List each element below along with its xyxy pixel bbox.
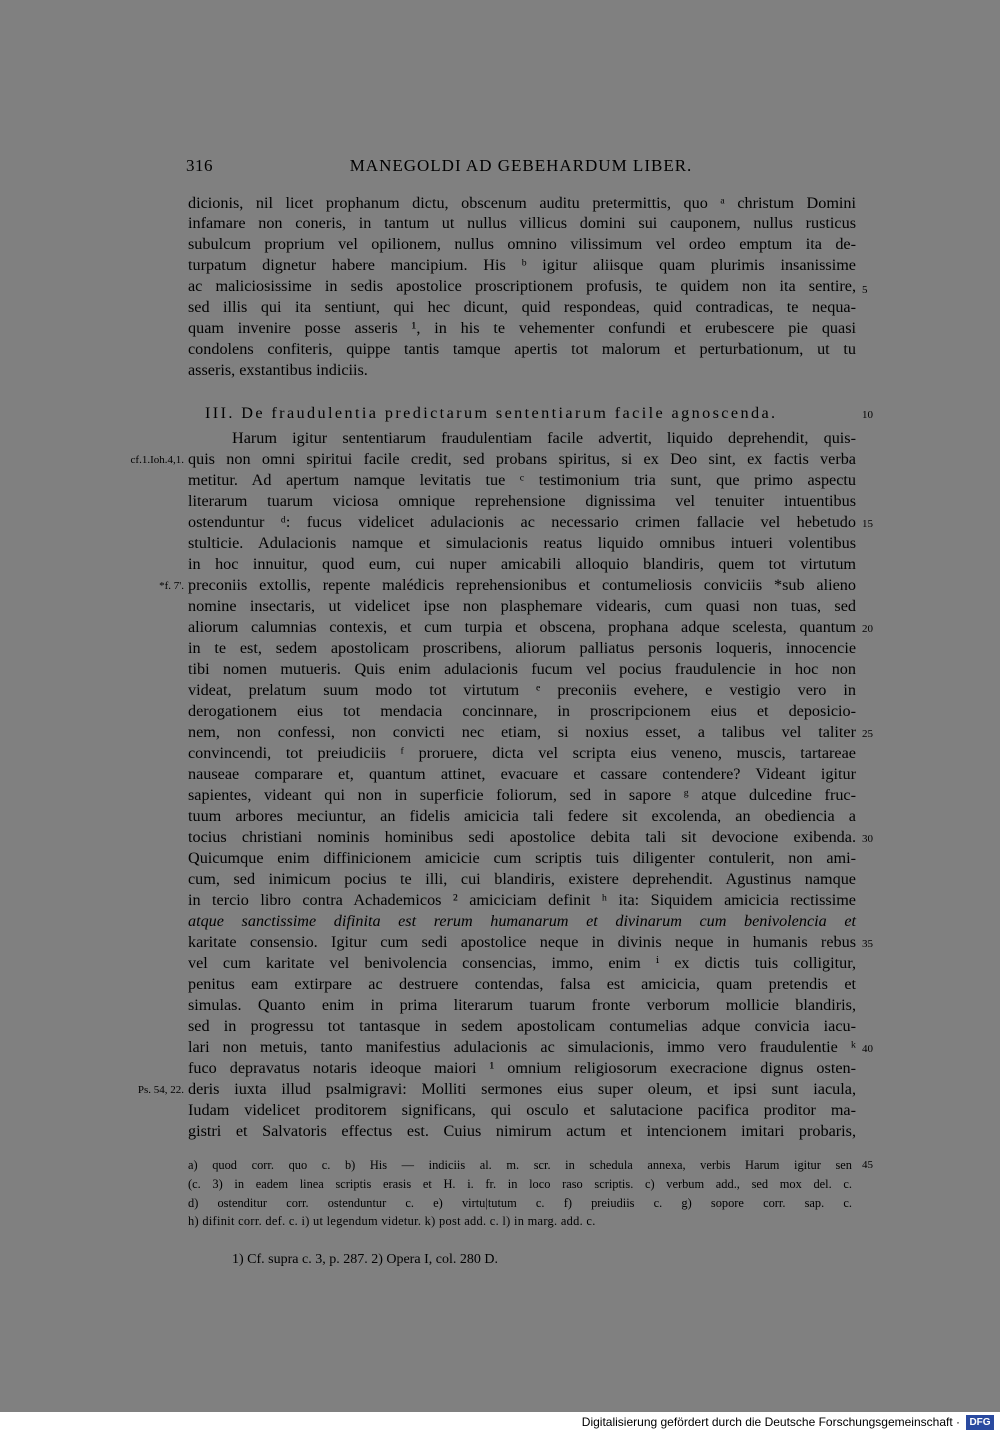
line-number: 25 <box>862 728 873 740</box>
text-line: fuco depravatus notaris ideoque maiori ¹ omnium religiosorum execracione dignus osten- <box>188 1059 856 1077</box>
text-line: Iudam videlicet proditorem significans, qui osculo et salutacione pacifica proditor ma- <box>188 1101 856 1119</box>
text-line: atque sanctissime difinita est rerum humanarum et divinarum cum benivolencia et <box>188 912 856 930</box>
text-line: gistri et Salvatoris effectus est. Cuius nimirum actum et intencionem imitari probaris, <box>188 1122 856 1140</box>
text-line: infamare non coneris, in tantum ut nullus villicus domini sui cauponem, nullus rusticus <box>188 214 856 232</box>
text-line: dicionis, nil licet prophanum dictu, obscenum auditu pretermittis, quo ᵃ christum Domini <box>188 194 856 212</box>
text-line: metitur. Ad apertum namque levitatis tue ᶜ testimonium tria sunt, que primo aspectu <box>188 471 856 489</box>
text-line: nem, non confessi, non convicti nec etiam, si noxius esset, a talibus vel taliter <box>188 723 856 741</box>
text-line: condolens confiteris, quippe tantis tamque apertis tot malorum et perturbationum, ut tu <box>188 340 856 358</box>
page-number: 316 <box>186 156 213 175</box>
text-line: ostenduntur ᵈ: fucus videlicet adulacionis ac necessario crimen fallacie vel hebetudo <box>188 513 856 531</box>
footnote-line: h) difinit corr. def. c. i) ut legendum videtur. k) post add. c. l) in marg. add. c. <box>188 1214 596 1228</box>
text-line: turpatum dignetur habere mancipium. His ᵇ igitur aliisque quam plurimis insanissime <box>188 256 856 274</box>
text-line: convincendi, tot preiudiciis ᶠ proruere, dicta vel scripta eius veneno, muscis, tartareae <box>188 744 856 762</box>
line-number: 10 <box>862 409 873 421</box>
dfg-footer-bar <box>0 1412 1000 1434</box>
text-line: Quicumque enim diffinicionem amicicie cum scriptis tuis diligenter contulerit, non ami- <box>188 849 856 867</box>
line-number: 40 <box>862 1043 873 1055</box>
footnote-line: a) quod corr. quo c. b) His — indiciis al. m. scr. in schedula annexa, verbis Harum igitur sen <box>188 1158 852 1172</box>
text-line: deris iuxta illud psalmigravi: Molliti sermones eius super oleum, et ipsi sunt iacula, <box>188 1080 856 1098</box>
text-line: sed illis qui ita sentiunt, qui hec dicunt, quid respondeas, quid contradicas, te nequa- <box>188 298 856 316</box>
text-line: cum, sed inimicum pocius te illi, cui blandiris, existere deprehendit. Agustinus namque <box>188 870 856 888</box>
section-heading: III. De fraudulentia predictarum sententiarum facile agnoscenda. <box>205 404 778 422</box>
text-line: derogationem eius tot mendacia concinnare, in proscripcionem eius et deposicio- <box>188 702 856 720</box>
dfg-footer-text: Digitalisierung gefördert durch die Deutsche Forschungsgemeinschaft · <box>581 1415 960 1429</box>
text-line: lari non metuis, tanto manifestius adulacionis ac simulacionis, immo vero fraudulentie ᵏ <box>188 1038 856 1056</box>
margin-reference: *f. 7'. <box>159 580 184 592</box>
text-line: in te est, sedem apostolicam proscribens, aliorum palliatus personis loqueris, innocencie <box>188 639 856 657</box>
text-line: in tercio libro contra Achademicos ² amiciciam definit ʰ ita: Siquidem amicicia rectissime <box>188 891 856 909</box>
text-line: quis non omni spiritui facile credit, sed probans spiritus, si ex Deo sint, ex factis verba <box>188 450 856 468</box>
line-number: 30 <box>862 833 873 845</box>
text-line: stulticie. Adulacionis namque et simulacionis reatus liquido omnibus intueri volentibus <box>188 534 856 552</box>
text-line: in hoc innuitur, quod eum, cui nuper amicabili alloquio blandiris, quem tot virtutum <box>188 555 856 573</box>
text-line: quam invenire posse asseris ¹, in his te vehementer confundi et erubescere pie quasi <box>188 319 856 337</box>
page-header <box>186 156 856 178</box>
text-line: preconiis extollis, repente malédicis reprehensionibus et contumeliosis conviciis *sub alieno <box>188 576 856 594</box>
footnote-line: d) ostenditur corr. ostenduntur c. e) virtu|tutum c. f) preiudiis c. g) sopore corr. sap. c. <box>188 1196 852 1210</box>
text-line: asseris, exstantibus indiciis. <box>188 361 368 379</box>
text-line: tocius christiani nominis hominibus sedi apostolice debita tali sit devocione exibenda. <box>188 828 856 846</box>
text-line: karitate consensio. Igitur cum sedi apostolice neque in divinis neque in humanis rebus <box>188 933 856 951</box>
source-notes: 1) Cf. supra c. 3, p. 287. 2) Opera I, col. 280 D. <box>232 1252 498 1267</box>
text-line: nomine insectaris, ut videlicet ipse non plasphemare videaris, cum quasi non tuas, sed <box>188 597 856 615</box>
text-line: tuum arbores meciuntur, an fidelis amicicia tali federe sit excolenda, an obediencia a <box>188 807 856 825</box>
text-line: ac maliciosissime in sedis apostolice proscriptionem profusis, te quidem non ita sentire, <box>188 277 856 295</box>
dfg-logo: DFG <box>966 1415 994 1430</box>
text-line: Harum igitur sententiarum fraudulentiam facile advertit, liquido deprehendit, quis- <box>232 429 856 447</box>
line-number: 45 <box>862 1159 873 1171</box>
text-line: sapientes, videant qui non in superficie foliorum, sed in sapore ᵍ atque dulcedine fruc- <box>188 786 856 804</box>
line-number: 20 <box>862 623 873 635</box>
text-line: videat, prelatum suum modo tot virtutum ᵉ preconiis evehere, e vestigio vero in <box>188 681 856 699</box>
text-line: tibi nomen mutueris. Quis enim adulacionis fucum vel pocius fraudulencie in hoc non <box>188 660 856 678</box>
running-head: MANEGOLDI AD GEBEHARDUM LIBER. <box>349 156 693 175</box>
text-line: penitus eam extirpare ac destruere contendas, falsa est amicicia, quam pretendis et <box>188 975 856 993</box>
margin-reference: Ps. 54, 22. <box>137 1084 184 1096</box>
text-line: vel cum karitate vel benivolencia consencias, immo, enim ⁱ ex dictis tuis colligitur, <box>188 954 856 972</box>
line-number: 5 <box>862 284 868 296</box>
text-line: aliorum calumnias contexis, et cum turpia et obscena, prophana adque scelesta, quantum <box>188 618 856 636</box>
text-line: simulas. Quanto enim in prima literarum tuarum fronte verborum mollicie blandiris, <box>188 996 856 1014</box>
line-number: 15 <box>862 518 873 530</box>
text-line: sed in progressu tot tantasque in sedem apostolicam contumelias adque convicia iacu- <box>188 1017 856 1035</box>
text-line: nauseae comparare et, quantum attinet, evacuare et cassare contendere? Videant igitur <box>188 765 856 783</box>
text-line: literarum tuarum viciosa omnique reprehensione dignissima vel tenuiter intuentibus <box>188 492 856 510</box>
footnote-line: (c. 3) in eadem linea scriptis erasis et H. i. fr. in loco raso scriptis. c) verbum add., sed mox del. c. <box>188 1177 852 1191</box>
line-number: 35 <box>862 938 873 950</box>
text-line: subulcum proprium vel opilionem, nullus omnino vilissimum vel ordeo emptum ita de- <box>188 235 856 253</box>
margin-reference: cf.1.Ioh.4,1. <box>130 454 184 466</box>
